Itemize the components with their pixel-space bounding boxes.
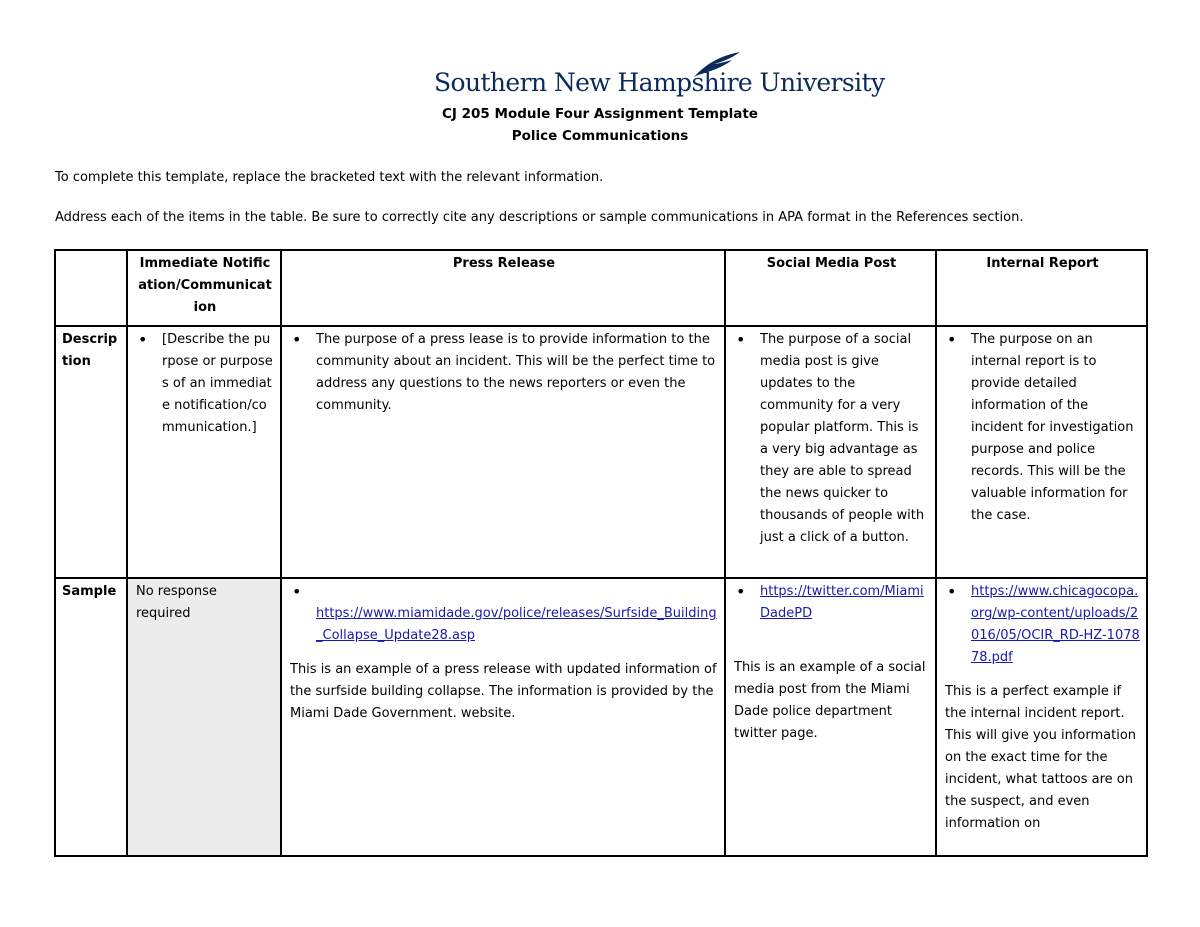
sample-internal-cell[interactable] (936, 578, 1147, 856)
description-internal-cell[interactable] (936, 326, 1147, 578)
description-immediate-cell[interactable] (127, 326, 281, 578)
table-row-description (55, 326, 1147, 578)
quill-feather-icon (692, 50, 742, 78)
sample-press-cell[interactable] (281, 578, 725, 856)
document-title: CJ 205 Module Four Assignment Template (442, 106, 758, 122)
row-label-description: Description (55, 326, 127, 578)
header-empty-cell (55, 250, 127, 326)
university-name: Southern New Hampshire University (434, 68, 885, 97)
description-press-text[interactable]: • The purpose of a press lease is to provide information to the community about an incident. This will be the perfect time to address any questions to the news reporters or even the community. (290, 329, 718, 417)
press-release-link[interactable]: https://www.miamidade.gov/police/releases/Surfside_Building_Collapse_Update28.asp (316, 606, 717, 643)
social-media-link[interactable]: https://twitter.com/MiamiDadePD (760, 584, 924, 621)
column-header-social-media: Social Media Post (725, 250, 936, 326)
university-logo (430, 50, 885, 105)
assignment-table (54, 249, 1148, 857)
sample-social-cell[interactable] (725, 578, 936, 856)
description-press-cell[interactable] (281, 326, 725, 578)
description-internal-text[interactable]: • The purpose on an internal report is to provide detailed information of the incident for investigation purpose and police records. This will be the valuable information for the case. (945, 329, 1140, 527)
table-header-row (55, 250, 1147, 326)
instruction-line-1: To complete this template, replace the bracketed text with the relevant information. (55, 170, 604, 185)
internal-report-link[interactable]: https://www.chicagocopa.org/wp-content/uploads/2016/05/OCIR_RD-HZ-107878.pdf (971, 584, 1140, 665)
column-header-press-release: Press Release (281, 250, 725, 326)
sample-press-text: This is an example of a press release with updated information of the surfside building collapse. The information is provided by the Miami Dade Government. website. (290, 662, 717, 721)
instruction-line-2: Address each of the items in the table. Be sure to correctly cite any descriptions or sample communications in APA format in the References section. (55, 210, 1024, 225)
row-label-sample: Sample (55, 578, 127, 856)
column-header-internal-report: Internal Report (936, 250, 1147, 326)
sample-social-text: This is an example of a social media post from the Miami Dade police department twitter page. (734, 660, 926, 741)
description-immediate-text[interactable]: • [Describe the purpose or purposes of an immediate notification/communication.] (136, 329, 274, 439)
document-subtitle: Police Communications (511, 128, 689, 144)
sample-immediate-cell: No response required (127, 578, 281, 856)
column-header-immediate: Immediate Notification/Communication (127, 250, 281, 326)
description-social-cell[interactable] (725, 326, 936, 578)
table-row-sample (55, 578, 1147, 856)
description-social-text[interactable]: • The purpose of a social media post is give updates to the community for a very popular platform. This is a very big advantage as they are able to spread the news quicker to thousands of people with just a click of a button. (734, 329, 929, 549)
sample-internal-text: This is a perfect example if the internal incident report. This will give you information on the exact time for the incident, what tattoos are on the suspect, and even information on (945, 684, 1137, 831)
